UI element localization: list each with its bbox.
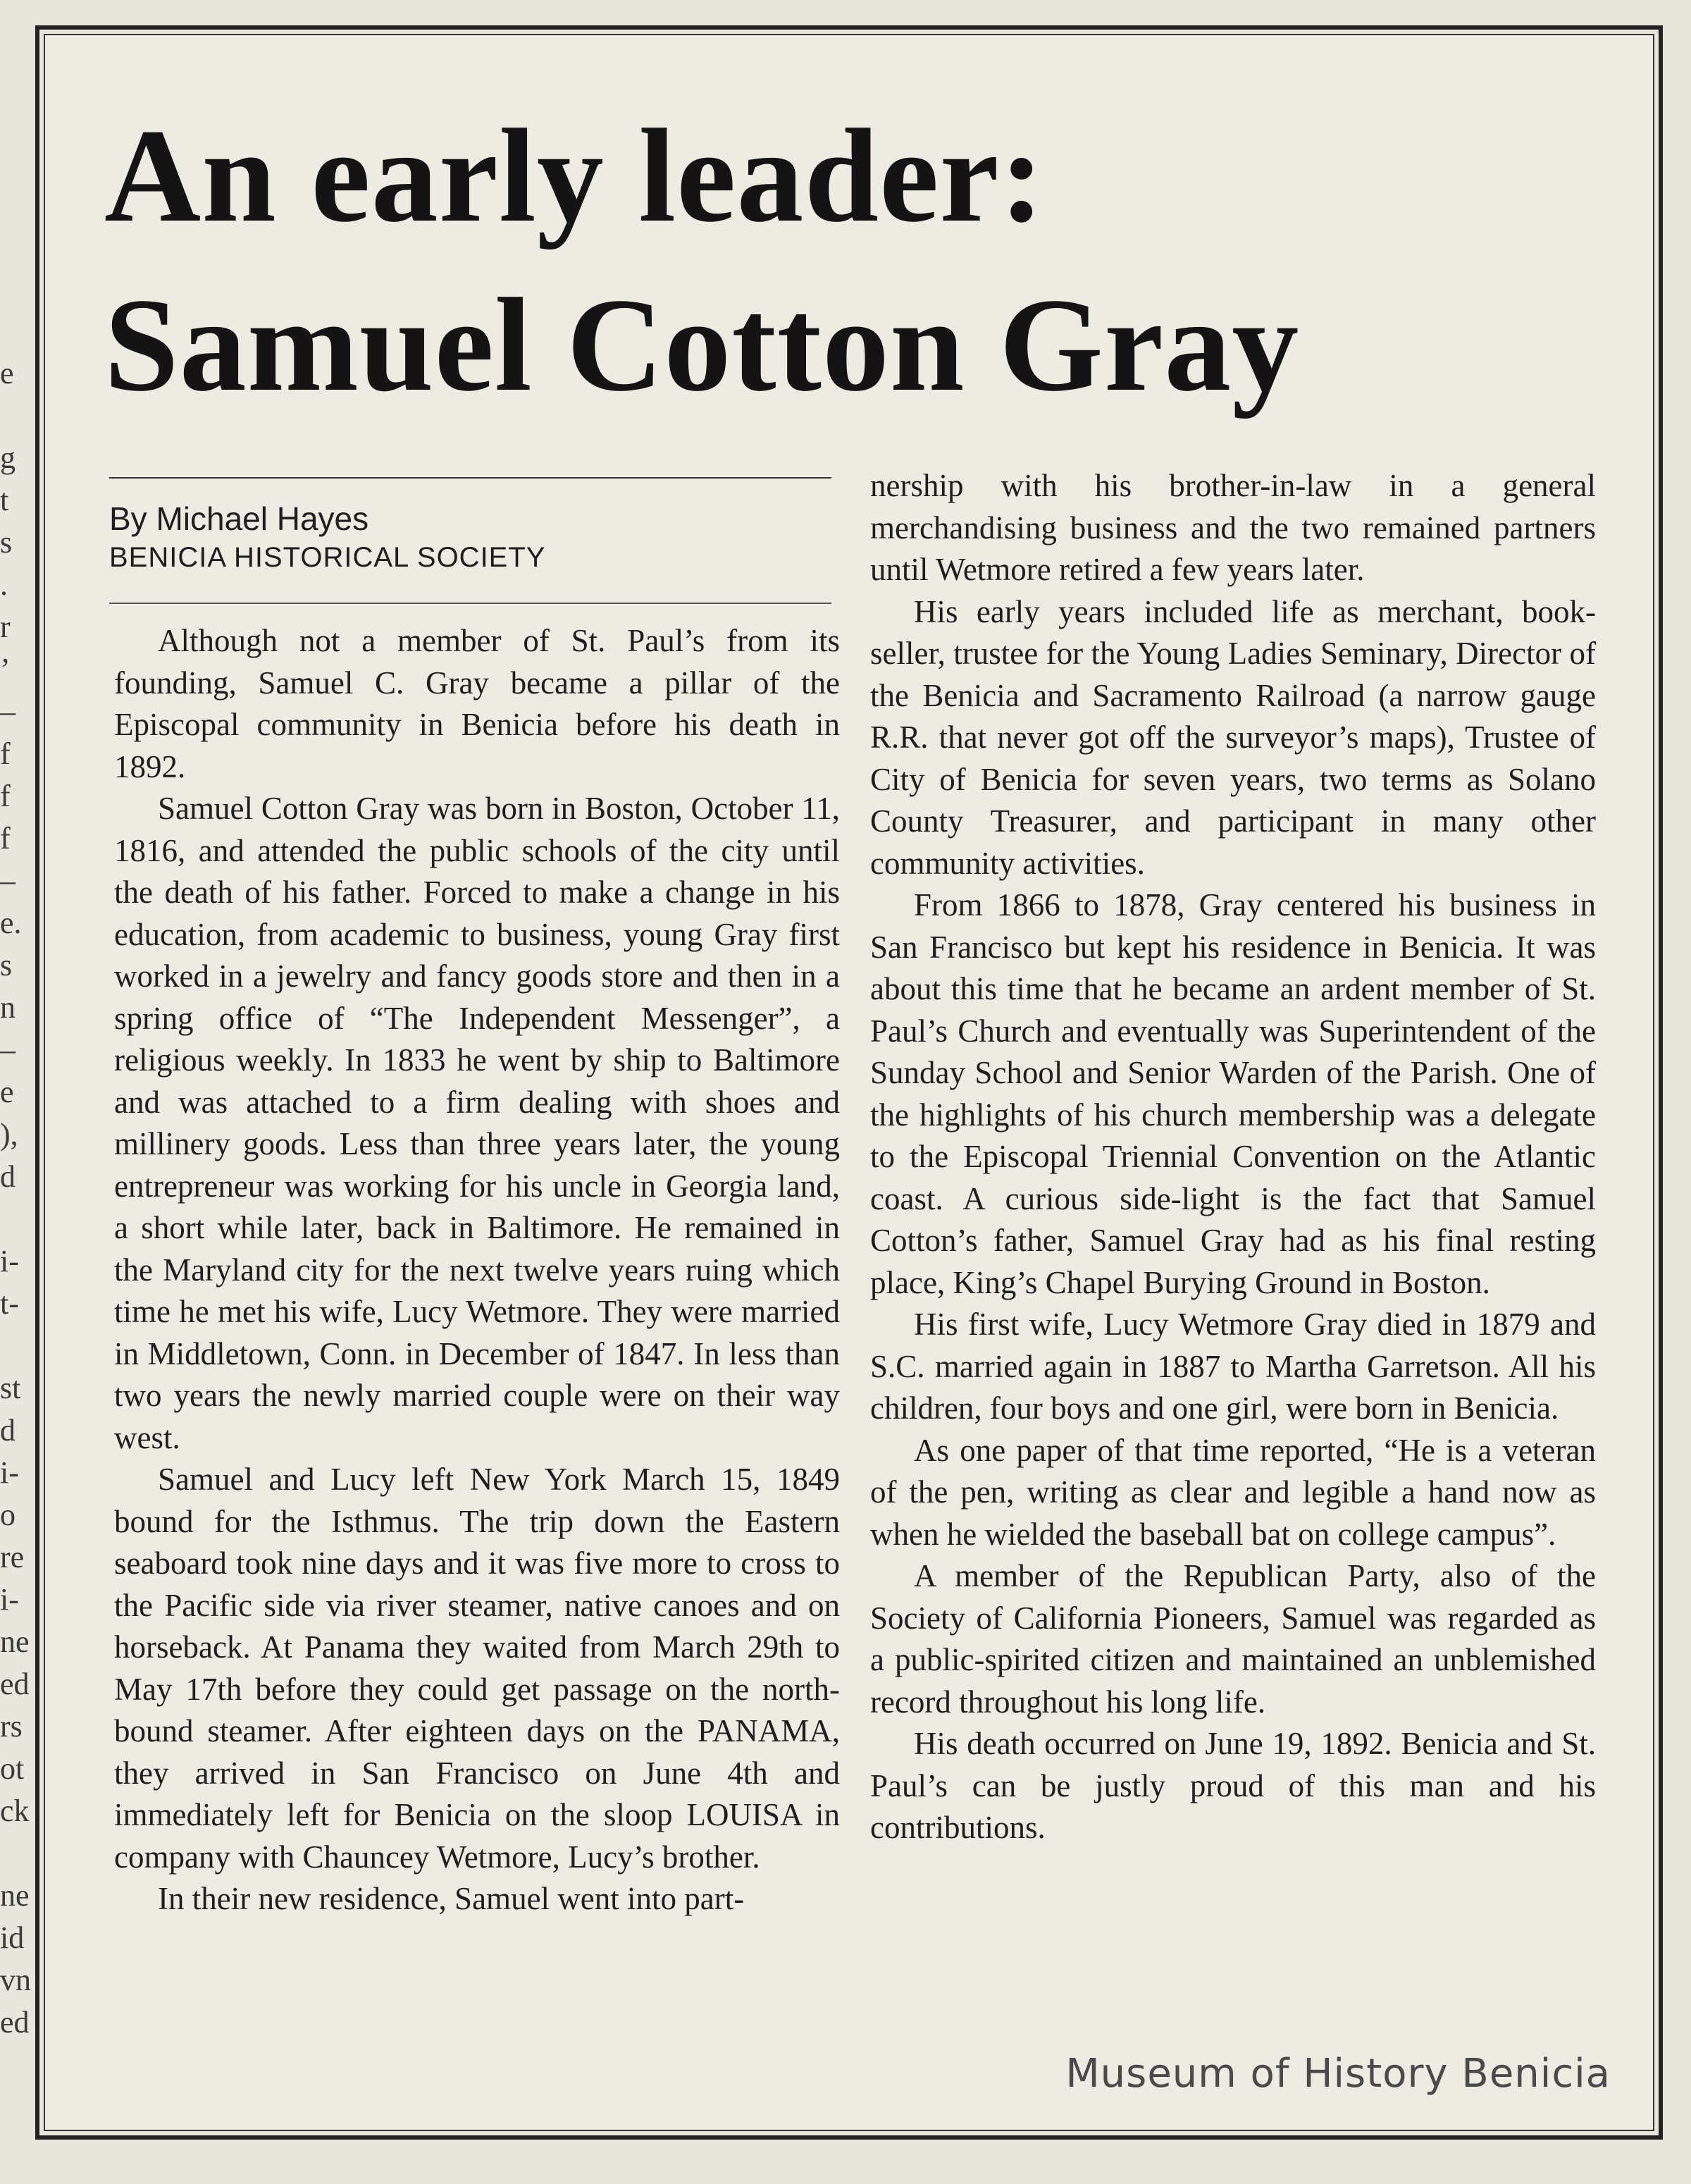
paragraph: A member of the Republican Party, also of the Society of California Pioneers, Samuel was regarded as a public-spirited citizen and maintained an unblemished record throughout his long life. <box>870 1558 1596 1720</box>
article-column-left <box>114 620 840 1920</box>
paragraph: His early years included life as merchant, book-seller, trustee for the Young Ladies Seminary, Director of the Benicia and Sacramento Railroad (a narrow gauge R.R. that never got off the surveyor’s maps), Trustee of City of Benicia for seven years, two terms as Solano County Treasurer, and participant in many other community activities. <box>870 593 1596 881</box>
fragment: i- <box>0 1582 19 1617</box>
fragment: i- <box>0 1244 19 1278</box>
fragment: d <box>0 1413 16 1448</box>
fragment: – <box>0 694 16 729</box>
fragment: f <box>0 779 11 813</box>
fragment <box>0 395 35 437</box>
paragraph: Although not a member of St. Paul’s from its founding, Samuel C. Gray became a pillar of the Episcopal community in Benicia before his death in 1892. <box>114 623 840 784</box>
headline-line-2: Samuel Cotton Gray <box>104 271 1300 419</box>
article-column-right <box>870 465 1596 1849</box>
watermark: Museum of History Benicia <box>1065 2051 1611 2097</box>
fragment: ot <box>0 1751 25 1786</box>
fragment: . <box>0 567 8 602</box>
fragment <box>0 1325 35 1367</box>
fragment: e. <box>0 906 22 940</box>
fragment <box>0 1832 35 1875</box>
fragment: vn <box>0 1963 31 1997</box>
fragment: e <box>0 1075 14 1109</box>
paragraph: In their new residence, Samuel went into part- <box>158 1881 745 1916</box>
paragraph-continuation: nership with his brother-in-law in a general merchandising business and the two remained partners until Wetmore retired a few years later. <box>870 468 1596 587</box>
fragment <box>0 1198 35 1240</box>
fragment: t <box>0 483 9 517</box>
byline-author: By Michael Hayes <box>109 500 369 537</box>
fragment: st <box>0 1371 21 1405</box>
fragment: r <box>0 610 11 644</box>
fragment: o <box>0 1498 16 1532</box>
headline <box>104 92 1513 430</box>
fragment: ed <box>0 1667 30 1701</box>
paragraph: From 1866 to 1878, Gray centered his business in San Francisco but kept his residence in Benicia. It was about this time that he became an ardent member of St. Paul’s Church and eventually was Superintendent of the Sunday School and Senior Warden of the Parish. One of the highlights of his church membership was a delegate to the Episcopal Triennial Convention on the Atlantic coast. A curious side-light is the fact that Samuel Cotton’s father, Samuel Gray had as his final resting place, King’s Chapel Burying Ground in Boston. <box>870 887 1596 1300</box>
paragraph: His first wife, Lucy Wetmore Gray died in 1879 and S.C. married again in 1887 to Martha Garretson. All his children, four boys and one girl, were born in Benicia. <box>870 1307 1596 1426</box>
adjacent-column-fragments <box>0 352 35 2142</box>
fragment: ed <box>0 2005 30 2040</box>
byline-organization: BENICIA HISTORICAL SOCIETY <box>109 542 546 573</box>
fragment: i- <box>0 1455 19 1490</box>
fragment: ck <box>0 1794 30 1828</box>
headline-line-1: An early leader: <box>104 102 1046 250</box>
fragment: ne <box>0 1624 30 1659</box>
byline-divider <box>109 603 831 604</box>
paragraph: His death occurred on June 19, 1892. Benicia and St. Paul’s can be justly proud of this man and his contributions. <box>870 1726 1596 1845</box>
fragment: ’ <box>0 652 11 686</box>
fragment: f <box>0 736 11 771</box>
byline <box>109 477 831 593</box>
fragment: n <box>0 990 16 1025</box>
fragment: – <box>0 1032 16 1067</box>
fragment: re <box>0 1540 25 1574</box>
fragment: f <box>0 821 11 856</box>
paragraph: As one paper of that time reported, “He is a veteran of the pen, writing as clear and legible a hand now as when he wielded the baseball bat on college campus”. <box>870 1432 1596 1552</box>
fragment: ne <box>0 1878 30 1913</box>
fragment: rs <box>0 1709 23 1744</box>
fragment: – <box>0 863 16 898</box>
paragraph: Samuel and Lucy left New York March 15, 1849 bound for the Isthmus. The trip down the Eastern seaboard took nine days and it was five more to cross to the Pacific side via river steamer, native canoes and on horseback. At Panama they waited from March 29th to May 17th before they could get passage on the north-bound steamer. After eighteen days on the PANAMA, they arrived in San Francisco on June 4th and immediately left for Benicia on the sloop LOUISA in company with Chauncey Wetmore, Lucy’s brother. <box>114 1462 840 1875</box>
paragraph: Samuel Cotton Gray was born in Boston, October 11, 1816, and attended the public schools of the city until the death of his father. Forced to make a change in his education, from academic to business, young Gray first worked in a jewelry and fancy goods store and then in a spring office of “The Independent Messenger”, a religious weekly. In 1833 he went by ship to Baltimore and was attached to a firm dealing with shoes and millinery goods. Less than three years later, the young entrepreneur was working for his uncle in Georgia land, a short while later, back in Baltimore. He remained in the Maryland city for the next twelve years ruing which time he met his wife, Lucy Wetmore. They were married in Middletown, Conn. in December of 1847. In less than two years the newly married couple were on their way west. <box>114 791 840 1455</box>
fragment: t- <box>0 1286 19 1321</box>
fragment: d <box>0 1159 16 1194</box>
fragment: ), <box>0 1117 18 1152</box>
fragment: id <box>0 1920 25 1955</box>
fragment: e <box>0 356 14 390</box>
fragment: g <box>0 440 16 475</box>
fragment: s <box>0 948 13 982</box>
fragment: s <box>0 525 13 560</box>
